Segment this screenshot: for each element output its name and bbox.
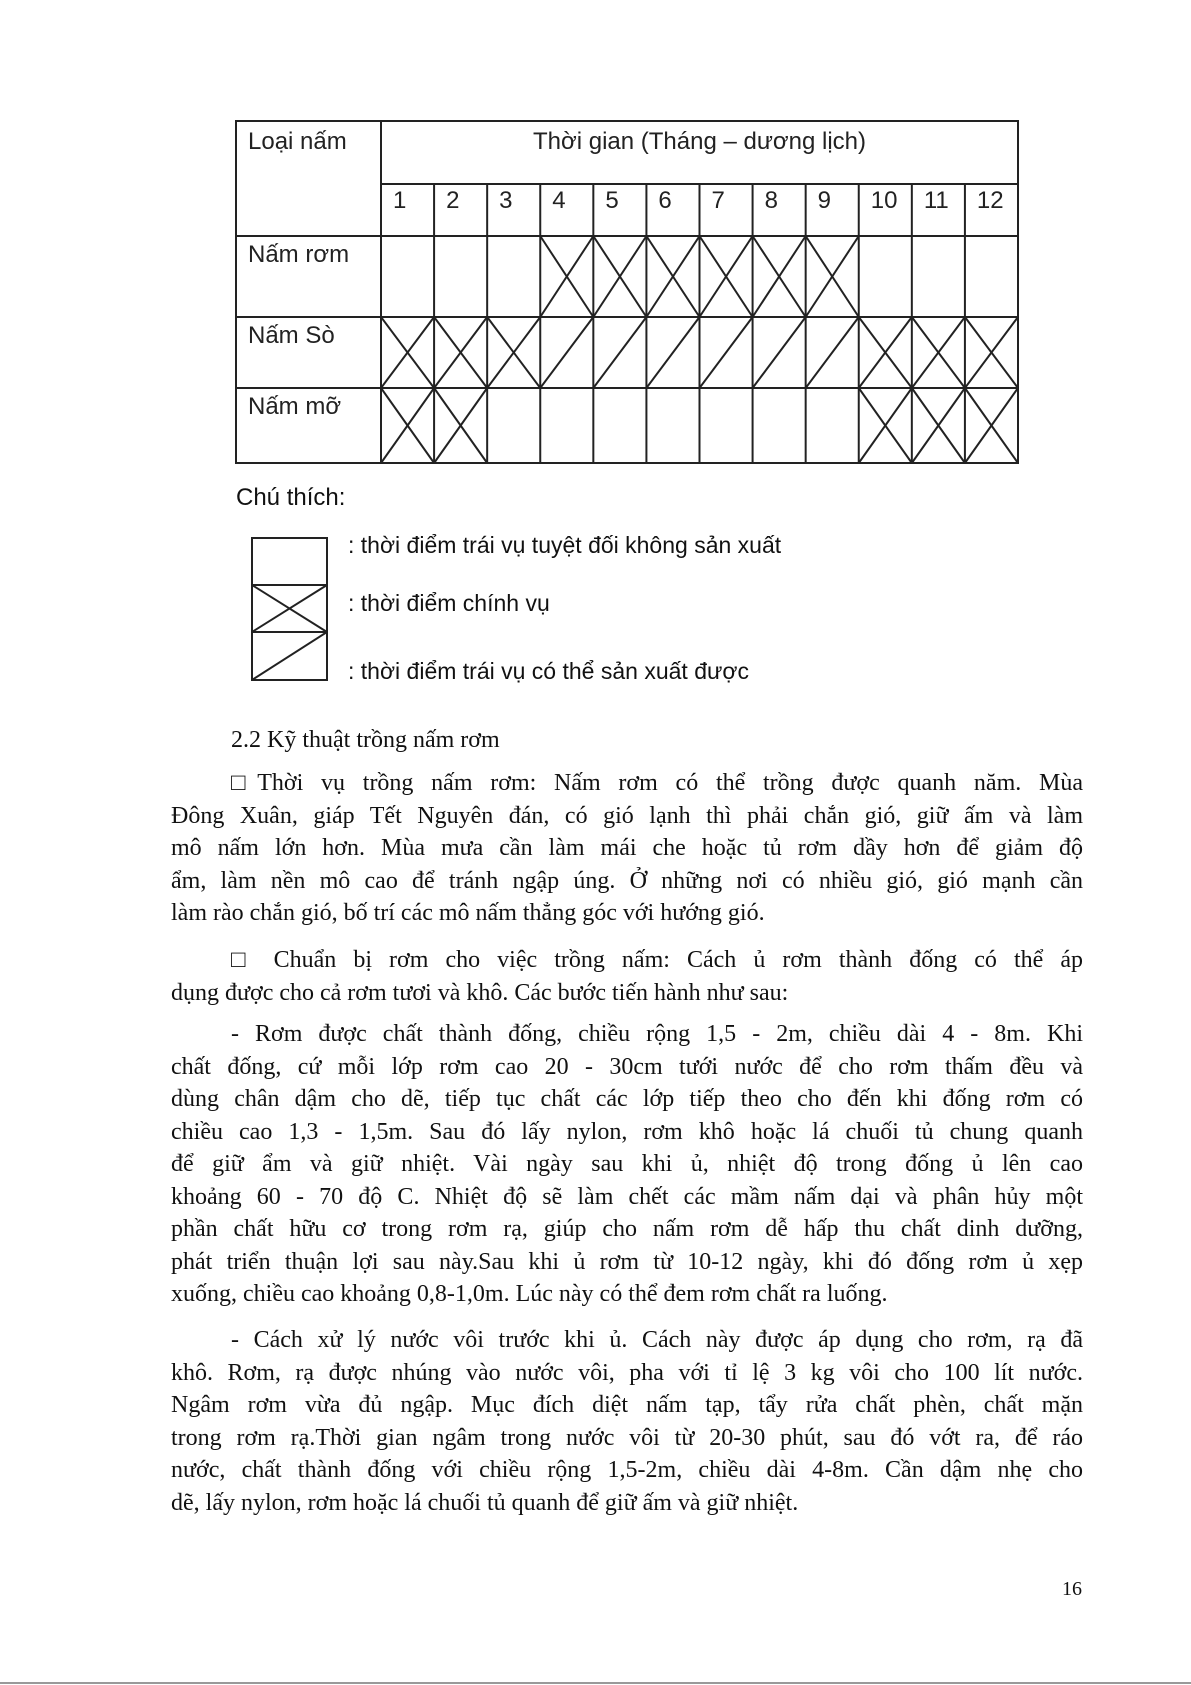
cell-mark-possible <box>753 317 806 388</box>
month-header: 8 <box>764 187 778 214</box>
page-bottom-rule <box>0 1682 1191 1684</box>
legend-swatch-none <box>252 538 327 585</box>
paragraph-line: làm rào chắn gió, bố trí các mô nấm thẳng góc với hướng gió. <box>171 900 765 926</box>
cell-mark-possible <box>700 317 753 388</box>
cell-mark-possible <box>593 317 646 388</box>
cell-mark-possible <box>646 317 699 388</box>
paragraph-line: nước, chất thành đống với chiều rộng 1,5-2m, chiều dài 4-8m. Cần dậm nhẹ cho <box>171 1457 1083 1483</box>
month-header: 3 <box>499 187 513 214</box>
paragraph-line: phần chất hữu cơ trong rơm rạ, giúp cho nấm rơm dễ hấp thu chất dinh dưỡng, <box>171 1216 1083 1242</box>
month-header: 11 <box>923 187 949 214</box>
paragraph-line: Ngâm rơm vừa đủ ngập. Mục đích diệt nấm tạp, tẩy rửa chất phèn, chất mặn <box>171 1392 1083 1418</box>
month-header: 12 <box>976 187 1004 214</box>
page-number: 16 <box>1062 1578 1082 1600</box>
column-header-time: Thời gian (Tháng – dương lịch) <box>532 128 867 155</box>
month-header: 4 <box>552 187 566 214</box>
legend-mark-possible <box>252 632 327 680</box>
legend-title: Chú thích: <box>236 484 346 511</box>
column-header-mushroom-type: Loại nấm <box>248 128 347 155</box>
paragraph-line: trong rơm rạ.Thời gian ngâm trong nước vôi từ 20-30 phút, sau đó vớt ra, để ráo <box>171 1424 1083 1451</box>
month-header: 5 <box>605 187 619 214</box>
paragraph-line: ẩm, làm nền mô cao để tránh ngập úng. Ở những nơi có nhiều gió, gió mạnh cần <box>171 867 1083 894</box>
paragraph-line: xuống, chiều cao khoảng 0,8-1,0m. Lúc này có thể đem rơm chất ra luống. <box>171 1281 888 1307</box>
paragraph-line: mô nấm lớn hơn. Mùa mưa cần làm mái che hoặc tủ rơm dầy hơn để giảm độ <box>171 835 1083 861</box>
paragraph-line: khoảng 60 - 70 độ C. Nhiệt độ sẽ làm chết các mầm nấm dại và phân hủy một <box>171 1183 1083 1210</box>
paragraph-line: dẽ, lấy nylon, rơm hoặc lá chuối tủ quanh để giữ ấm và giữ nhiệt. <box>171 1489 799 1516</box>
paragraph-line: để giữ ẩm và giữ nhiệt. Vài ngày sau khi ủ, nhiệt độ trong đống ủ lên cao <box>171 1151 1083 1177</box>
body-paragraph <box>171 767 1083 930</box>
section-heading <box>171 724 1083 757</box>
body-paragraph <box>171 944 1083 1009</box>
table-frame <box>236 121 1018 463</box>
row-label: Nấm mỡ <box>248 393 342 420</box>
cell-mark-possible <box>806 317 859 388</box>
mushroom-season-table <box>0 0 1191 720</box>
paragraph-line: chiều cao 1,3 - 1,5m. Sau đó lấy nylon, rơm khô hoặc lá chuối tủ chung quanh <box>171 1118 1083 1145</box>
month-header: 1 <box>393 187 407 214</box>
month-header: 9 <box>817 187 832 214</box>
paragraph-line: □ Chuẩn bị rơm cho việc trồng nấm: Cách ủ rơm thành đống có thể áp <box>231 947 1083 973</box>
paragraph-line: chất đống, cứ mỗi lớp rơm cao 20 - 30cm tưới nước để cho rơm thấm đều và <box>171 1053 1083 1080</box>
paragraph-line: dụng được cho cả rơm tươi và khô. Các bước tiến hành như sau: <box>171 979 789 1006</box>
cell-mark-possible <box>540 317 593 388</box>
paragraph-line: dùng chân dậm cho dẽ, tiếp tục chất các lớp tiếp theo cho đến khi đống rơm có <box>171 1086 1083 1112</box>
body-paragraph <box>171 1018 1083 1311</box>
paragraph-line: Đông Xuân, giáp Tết Nguyên đán, có gió lạnh thì phải chắn gió, giữ ấm và làm <box>171 802 1083 829</box>
legend-label: : thời điểm trái vụ có thể sản xuất được <box>348 658 749 684</box>
paragraph-line: - Cách xử lý nước vôi trước khi ủ. Cách này được áp dụng cho rơm, rạ đã <box>231 1327 1083 1353</box>
month-header: 7 <box>711 187 725 214</box>
paragraph-line: phát triển thuận lợi sau này.Sau khi ủ rơm từ 10-12 ngày, khi đó đống rơm ủ xẹp <box>171 1248 1083 1275</box>
paragraph-line: - Rơm được chất thành đống, chiều rộng 1,5 - 2m, chiều dài 4 - 8m. Khi <box>231 1021 1083 1047</box>
month-header: 6 <box>658 187 672 214</box>
legend-label: : thời điểm chính vụ <box>348 590 550 616</box>
section-heading-text: 2.2 Kỹ thuật trồng nấm rơm <box>231 727 500 753</box>
month-header: 10 <box>870 187 898 214</box>
row-label: Nấm rơm <box>248 241 350 268</box>
row-label: Nấm Sò <box>248 322 335 349</box>
paragraph-line: □Thời vụ trồng nấm rơm: Nấm rơm có thể trồng được quanh năm. Mùa <box>231 770 1083 796</box>
paragraph-line: khô. Rơm, rạ được nhúng vào nước vôi, pha với tỉ lệ 3 kg vôi cho 100 lít nước. <box>171 1359 1083 1386</box>
month-header: 2 <box>446 187 460 214</box>
legend-label: : thời điểm trái vụ tuyệt đối không sản xuất <box>348 532 782 558</box>
body-paragraph <box>171 1324 1083 1519</box>
